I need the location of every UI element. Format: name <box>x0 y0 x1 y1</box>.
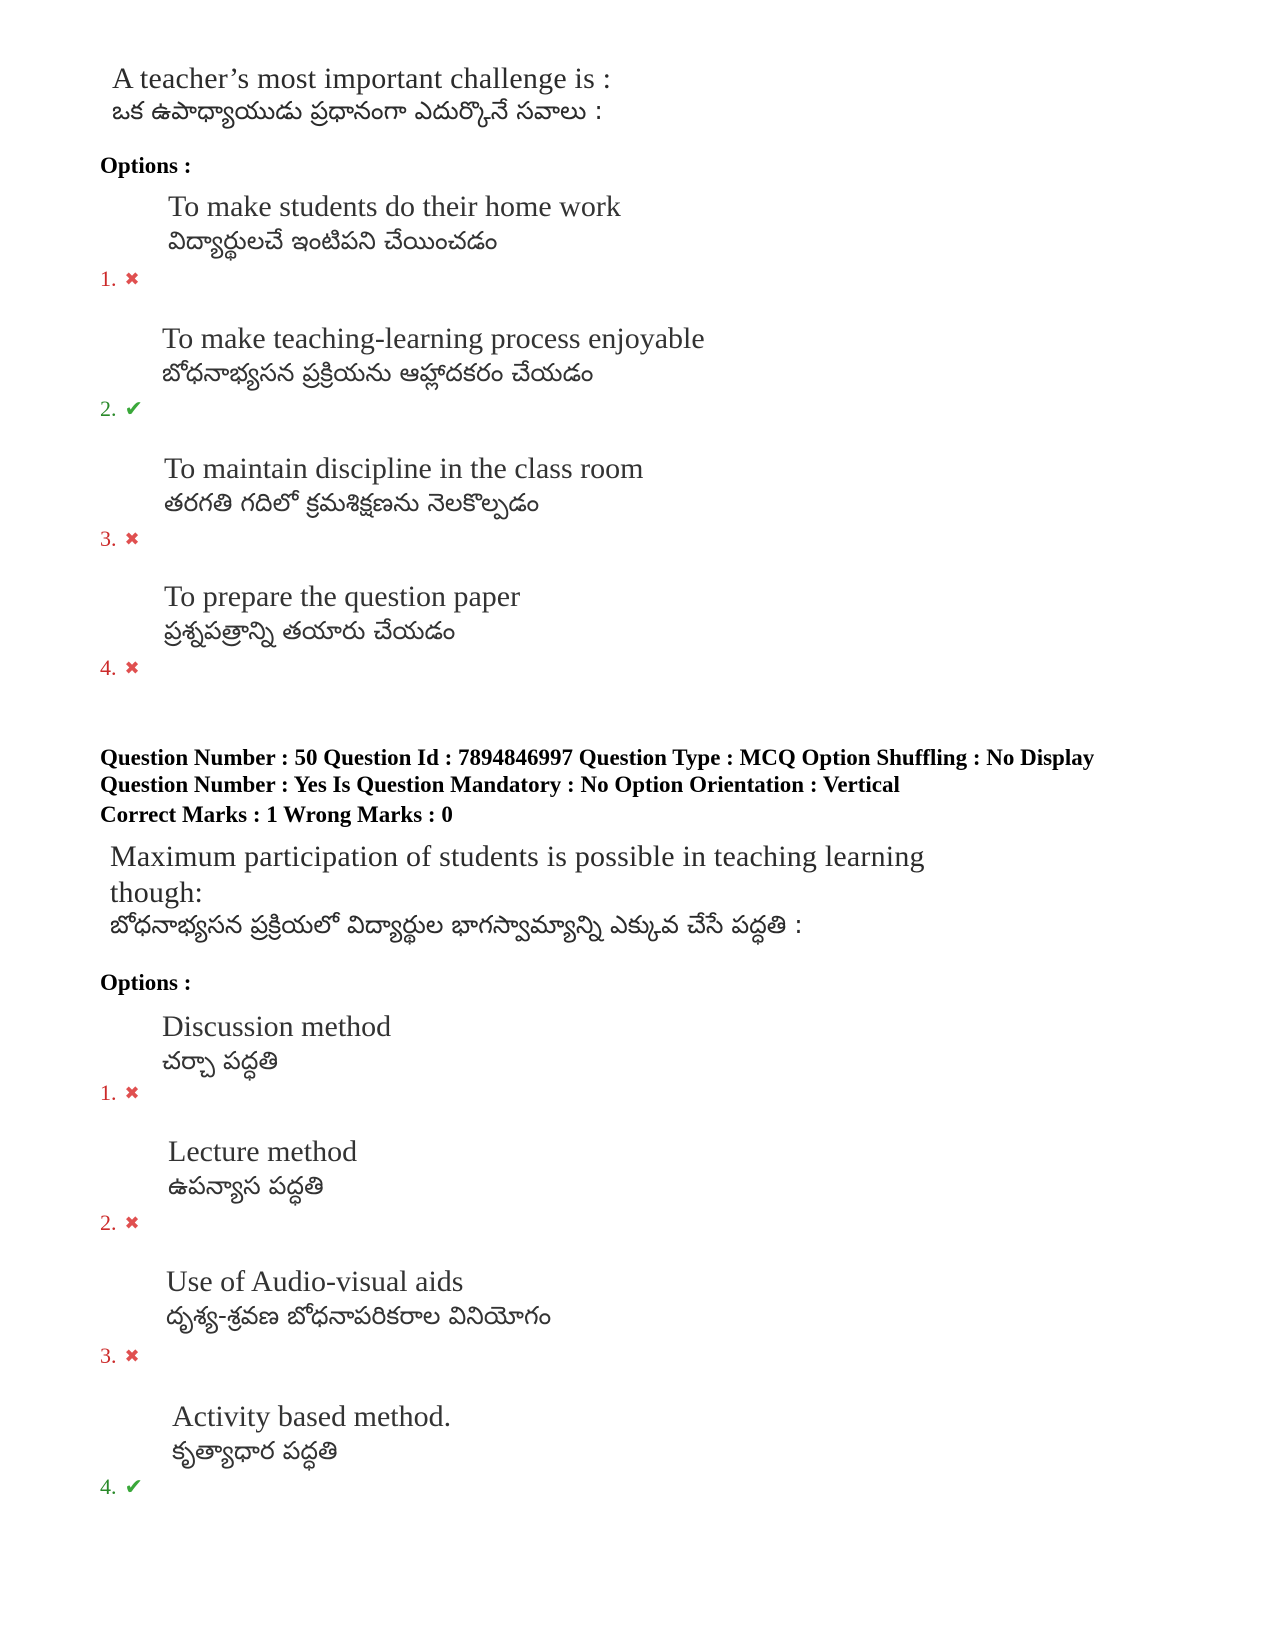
options-label: Options : <box>100 153 192 178</box>
question-text-english: A teacher’s most important challenge is : <box>112 62 612 95</box>
option-text <box>162 322 705 394</box>
option-number: 4. ✔ <box>100 1474 143 1500</box>
option-text <box>168 1135 357 1207</box>
question-text-english: though: <box>110 876 204 909</box>
option-text <box>168 190 621 262</box>
wrong-cross-icon: ✖ <box>124 1345 140 1367</box>
correct-check-icon: ✔ <box>124 1474 143 1500</box>
marks-line: Correct Marks : 1 Wrong Marks : 0 <box>100 802 453 827</box>
option-text <box>172 1400 451 1472</box>
correct-check-icon: ✔ <box>124 396 143 422</box>
option-text <box>162 1010 391 1082</box>
option-text-english: Lecture method <box>168 1135 358 1168</box>
option-number: 3. ✖ <box>100 526 140 551</box>
option-text-telugu: ఉపన్యాస పద్ధతి <box>168 1171 324 1200</box>
option-number: 3. ✖ <box>100 1343 140 1368</box>
option-text-telugu: తరగతి గదిలో క్రమశిక్షణను నెలకొల్పడం <box>164 488 540 517</box>
option-text-telugu: దృశ్య-శ్రవణ బోధనాపరికరాల వినియోగం <box>166 1301 552 1330</box>
option-text-telugu: ప్రశ్నపత్రాన్ని తయారు చేయడం <box>164 616 456 645</box>
option-text-english: Activity based method. <box>172 1400 452 1433</box>
option-text-english: To make teaching-learning process enjoyable <box>162 322 705 355</box>
option-text-english: Discussion method <box>162 1010 392 1043</box>
option-text <box>164 580 520 652</box>
options-label: Options : <box>100 970 192 995</box>
option-text <box>164 452 643 524</box>
wrong-cross-icon: ✖ <box>124 1082 140 1104</box>
question-text-telugu: బోధనాభ్యసన ప్రక్రియలో విద్యార్థుల భాగస్వామ్యాన్ని ఎక్కువ చేసే పద్ధతి : <box>110 910 803 939</box>
question-metadata <box>100 744 1094 828</box>
question-text-english: Maximum participation of students is possible in teaching learning <box>110 840 925 873</box>
option-text-english: To maintain discipline in the class room <box>164 452 644 485</box>
option-text-telugu: బోధనాభ్యసన ప్రక్రియను ఆహ్లాదకరం చేయడం <box>162 358 594 387</box>
option-text-english: Use of Audio-visual aids <box>166 1265 464 1298</box>
option-number: 1. ✖ <box>100 266 140 291</box>
wrong-cross-icon: ✖ <box>124 268 140 290</box>
option-text-telugu: చర్చా పద్ధతి <box>162 1046 278 1075</box>
option-text-telugu: కృత్యాధార పద్ధతి <box>172 1436 338 1465</box>
option-number: 2. ✖ <box>100 1210 140 1235</box>
option-number: 1. ✖ <box>100 1080 140 1105</box>
wrong-cross-icon: ✖ <box>124 1212 140 1234</box>
option-text-english: To make students do their home work <box>168 190 621 223</box>
wrong-cross-icon: ✖ <box>124 528 140 550</box>
wrong-cross-icon: ✖ <box>124 657 140 679</box>
option-number: 4. ✖ <box>100 655 140 680</box>
option-text-english: To prepare the question paper <box>164 580 521 613</box>
question-text-telugu: ఒక ఉపాధ్యాయుడు ప్రధానంగా ఎదుర్కొనే సవాలు : <box>112 96 603 125</box>
question-text <box>110 840 925 946</box>
option-text <box>166 1265 551 1337</box>
option-number: 2. ✔ <box>100 396 143 422</box>
question-text <box>112 62 611 132</box>
question-metadata-line: Question Number : Yes Is Question Mandatory : No Option Orientation : Vertical <box>100 772 900 797</box>
option-text-telugu: విద్యార్థులచే ఇంటిపని చేయించడం <box>168 226 498 255</box>
question-metadata-line: Question Number : 50 Question Id : 7894846997 Question Type : MCQ Option Shuffling : No Display <box>100 745 1095 770</box>
